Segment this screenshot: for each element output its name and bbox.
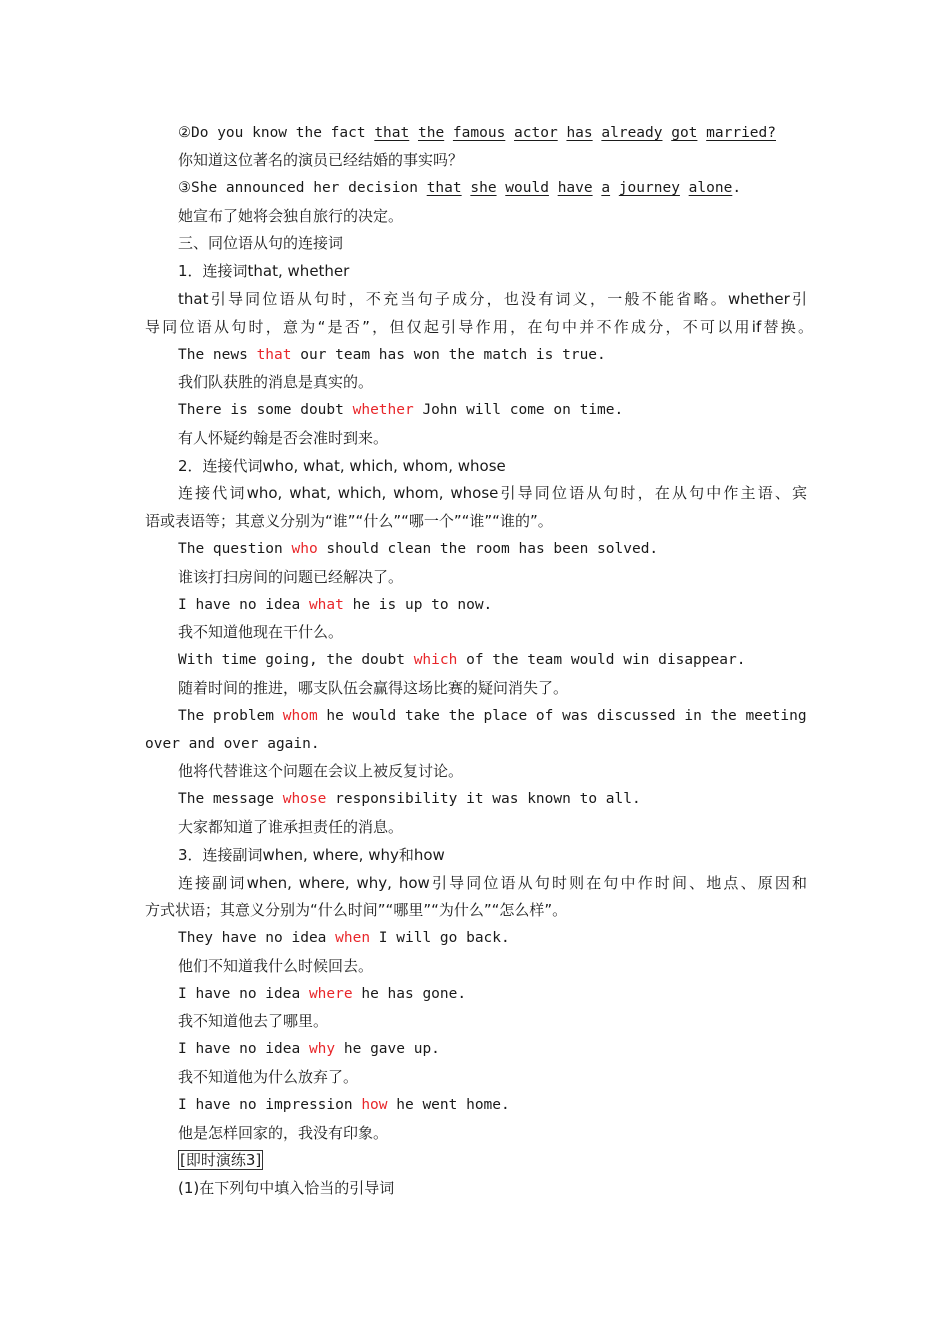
example-sentence: The question who should clean the room has been solved. [178, 541, 659, 557]
example-translation: 他是怎样回家的，我没有印象。 [178, 1124, 389, 1142]
example-sentence: The problem whom he would take the place of was discussed in the meeting [178, 708, 807, 724]
subsection-heading: 1．连接词that, whether [178, 262, 350, 280]
example-translation: 他将代替谁这个问题在会议上被反复讨论。 [178, 762, 464, 780]
paragraph-line: 连接代词who, what, which, whom, whose引导同位语从句时，在从句中作主语、宾 [178, 484, 807, 502]
example-translation: 我们队获胜的消息是真实的。 [178, 373, 374, 391]
paragraph-line: 方式状语；其意义分别为“什么时间”“哪里”“为什么”“怎么样”。 [145, 901, 568, 919]
subsection-heading: 2．连接代词who, what, which, whom, whose [178, 457, 506, 475]
example-translation: 我不知道他去了哪里。 [178, 1012, 329, 1030]
example-sentence: The news that our team has won the match is true. [178, 347, 606, 363]
example-sentence: I have no idea what he is up to now. [178, 597, 493, 613]
practice-item: (1)在下列句中填入恰当的引导词 [178, 1179, 395, 1197]
example-translation: 谁该打扫房间的问题已经解决了。 [178, 568, 404, 586]
example-sentence: I have no impression how he went home. [178, 1097, 510, 1113]
paragraph-line: 导同位语从句时，意为“是否”，但仅起引导作用，在句中并不作成分，不可以用if替换。 [145, 318, 813, 336]
example-sentence-continued: over and over again. [145, 736, 320, 752]
example-sentence: ③She announced her decision that she would have a journey alone. [178, 180, 742, 196]
example-sentence: With time going, the doubt which of the team would win disappear. [178, 652, 746, 668]
example-sentence: They have no idea when I will go back. [178, 930, 510, 946]
example-sentence: ②Do you know the fact that the famous actor has already got married? [178, 125, 776, 141]
example-translation: 随着时间的推进，哪支队伍会赢得这场比赛的疑问消失了。 [178, 679, 569, 697]
example-translation: 有人怀疑约翰是否会准时到来。 [178, 429, 389, 447]
paragraph-line: 连接副词when, where, why, how引导同位语从句时则在句中作时间、地点、原因和 [178, 874, 807, 892]
practice-label: [即时演练3] [180, 1151, 262, 1169]
section-heading: 三、同位语从句的连接词 [178, 234, 344, 252]
example-translation: 她宣布了她将会独自旅行的决定。 [178, 207, 404, 225]
subsection-heading: 3．连接副词when, where, why和how [178, 846, 445, 864]
example-sentence: I have no idea where he has gone. [178, 986, 467, 1002]
example-translation: 大家都知道了谁承担责任的消息。 [178, 818, 404, 836]
example-sentence: The message whose responsibility it was known to all. [178, 791, 641, 807]
example-translation: 你知道这位著名的演员已经结婚的事实吗？ [178, 151, 464, 169]
example-translation: 我不知道他为什么放弃了。 [178, 1068, 359, 1086]
example-translation: 我不知道他现在干什么。 [178, 623, 344, 641]
example-sentence: There is some doubt whether John will come on time. [178, 402, 624, 418]
paragraph-line: 语或表语等；其意义分别为“谁”“什么”“哪一个”“谁”“谁的”。 [145, 512, 553, 530]
paragraph-line: that引导同位语从句时，不充当句子成分，也没有词义，一般不能省略。whether引 [178, 290, 807, 308]
example-translation: 他们不知道我什么时候回去。 [178, 957, 374, 975]
example-sentence: I have no idea why he gave up. [178, 1041, 440, 1057]
